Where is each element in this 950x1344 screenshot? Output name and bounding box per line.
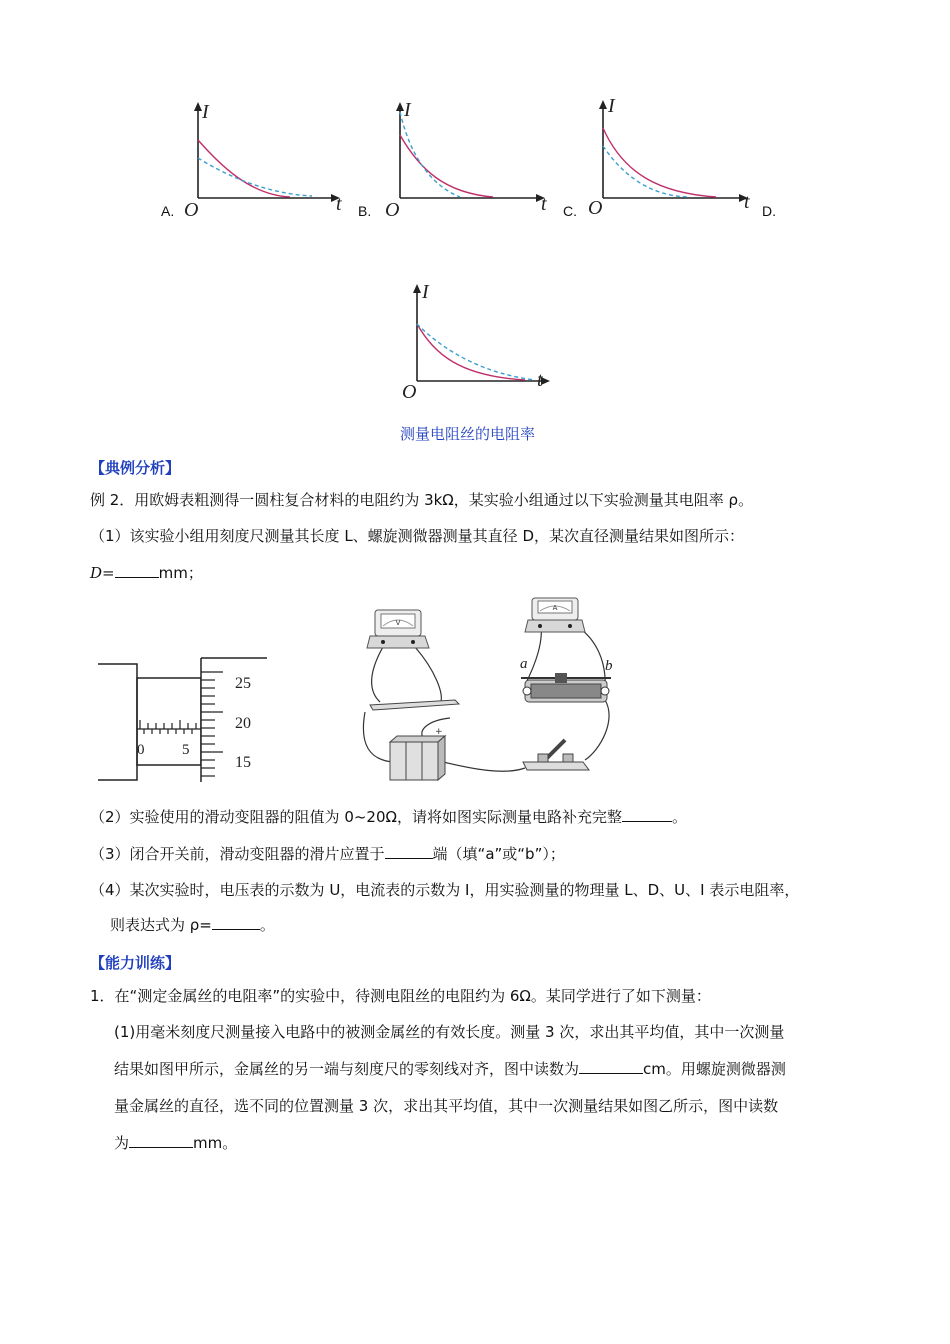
option-d-label: D. [762,203,776,219]
graph-c [588,98,758,218]
example-intro: 例 2．用欧姆表粗测得一圆柱复合材料的电阻约为 3kΩ，某实验小组通过以下实验测量其电阻率 ρ。 [90,491,754,509]
axis-x-label: t [744,191,750,213]
training-line4-prefix: 为 [114,1134,130,1152]
question-4-line2 [110,914,275,936]
switch [523,740,589,770]
training-header: 【能力训练】 [90,954,181,972]
question-2-blank[interactable] [622,807,672,822]
option-a-label: A. [161,203,175,219]
question-3-suffix: 端（填“a”或“b”）； [432,845,565,863]
option-b-label: B. [358,203,372,219]
training-line2-suffix: cm。用螺旋测微器测 [643,1060,786,1078]
voltmeter [367,610,429,648]
origin-label: O [184,199,199,220]
slide-rheostat [521,673,611,702]
graph-a [180,100,350,220]
training-question-1: 1．在“测定金属丝的电阻率”的实验中，待测电阻丝的电阻约为 6Ω。某同学进行了如下测量： [90,987,711,1005]
question-2 [90,806,687,828]
training-line2-prefix: 结果如图甲所示，金属丝的另一端与刻度尺的零刻线对齐，图中读数为 [114,1060,580,1078]
axis-y-label: I [202,101,209,123]
training-diameter-blank[interactable] [129,1133,193,1148]
training-part-1-line2 [114,1058,786,1080]
axis-y-label: I [404,100,411,121]
question-4-end: 。 [259,916,275,934]
graph-d [400,280,560,400]
training-length-blank[interactable] [579,1059,643,1074]
section-title: 测量电阻丝的电阻率 [400,425,536,443]
origin-label: O [402,381,417,400]
terminal-a-label: a [520,656,528,672]
question-3-blank[interactable] [385,844,433,859]
answer-var: D= [90,564,115,582]
main-scale-5: 5 [182,742,190,758]
example-header: 【典例分析】 [90,459,181,477]
solid-curve [603,128,716,197]
main-scale-0: 0 [137,742,145,758]
training-line4-suffix: mm。 [193,1134,238,1152]
thimble-15: 15 [235,754,251,771]
svg-text:+: + [435,727,443,737]
origin-label: O [588,197,603,218]
question-2-text: （2）实验使用的滑动变阻器的阻值为 0~20Ω，请将如图实际测量电路补充完整 [90,808,622,826]
question-1-answer [90,562,203,584]
axis-x-label: t [541,193,547,215]
question-4: （4）某次实验时，电压表的示数为 U，电流表的示数为 I，用实验测量的物理量 L、D、U、I 表示电阻率， [90,881,800,899]
question-4-prefix: 则表达式为 ρ= [110,916,212,934]
solid-curve [198,140,290,197]
axis-x-label: t [336,193,342,215]
ammeter [525,598,585,632]
training-part-1-line1: (1)用毫米刻度尺测量接入电路中的被测金属丝的有效长度。测量 3 次，求出其平均值，其中一次测量 [114,1023,785,1041]
resistor-sample [370,700,459,710]
training-part-1-line4 [114,1132,237,1154]
question-3-prefix: （3）闭合开关前，滑动变阻器的滑片应置于 [90,845,385,863]
svg-text:A: A [552,604,558,612]
thimble-20: 20 [235,715,251,732]
training-part-1-line3: 量金属丝的直径，选不同的位置测量 3 次，求出其平均值，其中一次测量结果如图乙所示，图中读数 [114,1097,779,1115]
graph-b [385,100,555,220]
answer-blank[interactable] [115,563,159,578]
axis-y-label: I [608,98,615,117]
battery-pack [390,727,445,780]
option-c-label: C. [563,203,577,219]
dashed-curve [400,112,460,197]
svg-text:V: V [395,619,401,627]
origin-label: O [385,199,400,220]
axis-y-label: I [422,281,429,303]
solid-curve [400,135,493,197]
solid-curve [417,324,525,380]
question-2-end: 。 [671,808,687,826]
dashed-curve [198,158,312,196]
question-1: （1）该实验小组用刻度尺测量其长度 L、螺旋测微器测量其直径 D，某次直径测量结果如图所示： [90,527,744,545]
circuit-figure [355,590,635,790]
axis-x-label: t [537,369,543,391]
answer-unit: mm； [158,564,203,582]
micrometer-figure [95,650,275,785]
question-4-blank[interactable] [212,915,260,930]
question-3 [90,843,565,865]
dashed-curve [603,146,688,197]
terminal-b-label: b [605,658,613,674]
thimble-25: 25 [235,675,251,692]
